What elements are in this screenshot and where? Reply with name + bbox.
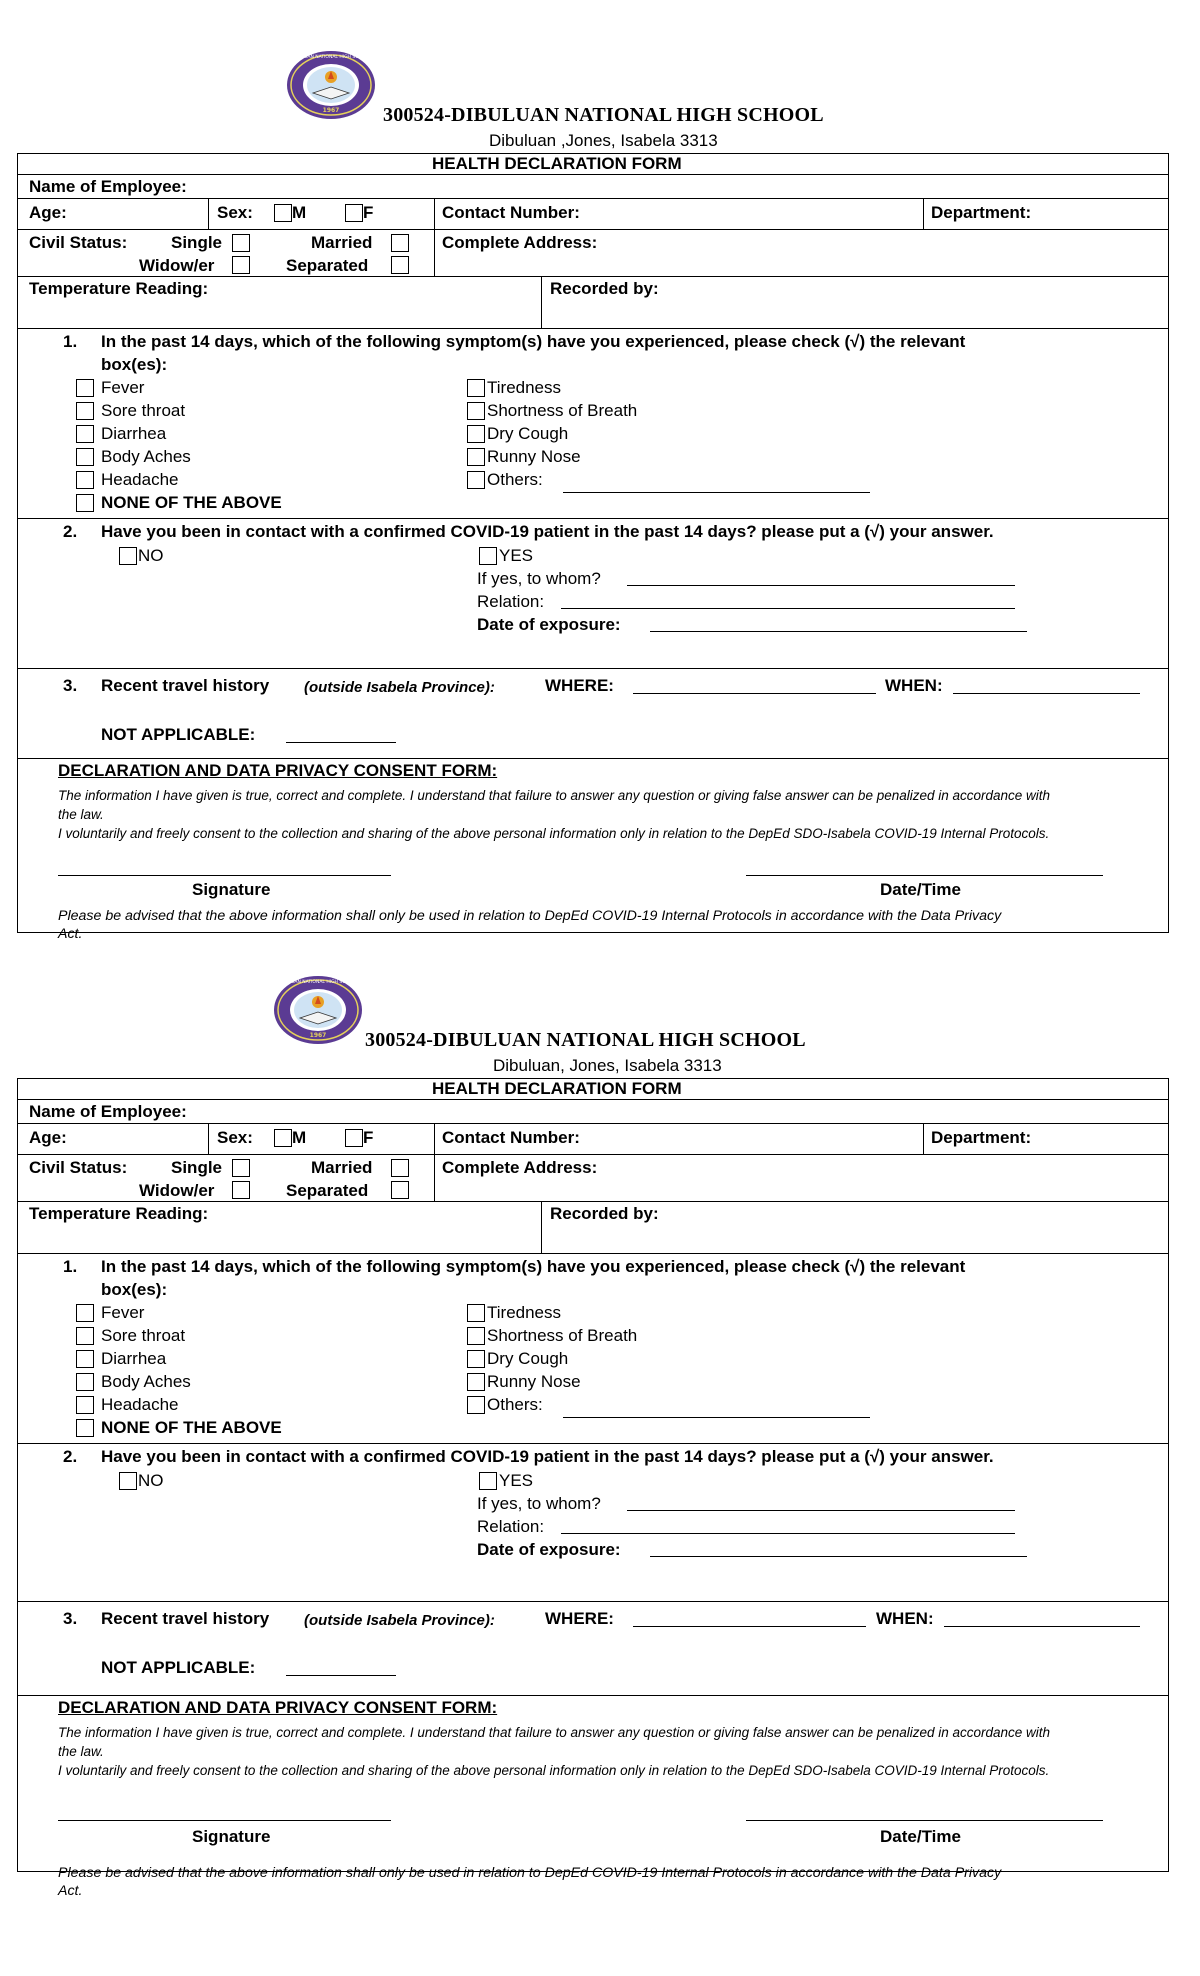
to-whom-blank-line[interactable]: [627, 1510, 1015, 1511]
temperature-label: Temperature Reading:: [29, 279, 209, 298]
symptom-option-label: Sore throat: [101, 401, 186, 420]
q2-number: 2.: [63, 1447, 78, 1466]
advisory-text-cont: Act.: [58, 926, 83, 942]
divider: [18, 668, 1168, 669]
separated-label: Separated: [286, 1181, 369, 1200]
sex-m-label: M: [292, 1128, 307, 1147]
symptom-checkbox[interactable]: [76, 425, 94, 443]
symptom-option-label: NONE OF THE ABOVE: [101, 1418, 282, 1437]
form-frame: [17, 1078, 1169, 1899]
declaration-title: DECLARATION AND DATA PRIVACY CONSENT FORM:: [58, 761, 498, 780]
signature-line[interactable]: [58, 1820, 391, 1821]
when-blank-line[interactable]: [953, 693, 1140, 694]
divider: [208, 198, 209, 229]
name-label: Name of Employee:: [29, 177, 187, 196]
school-name: 300524-DIBULUAN NATIONAL HIGH SCHOOL: [383, 104, 824, 126]
not-applicable-label: NOT APPLICABLE:: [101, 1658, 256, 1677]
symptom-option-label: NONE OF THE ABOVE: [101, 493, 282, 512]
widow-label: Widow/er: [139, 256, 215, 275]
symptom-option-label: Tiredness: [487, 378, 562, 397]
symptom-checkbox[interactable]: [76, 1304, 94, 1322]
date-exposure-blank-line[interactable]: [650, 1556, 1027, 1557]
symptom-checkbox[interactable]: [467, 379, 485, 397]
married-checkbox[interactable]: [391, 234, 409, 252]
divider: [208, 1123, 209, 1154]
others-blank-line[interactable]: [563, 492, 870, 493]
school-address: Dibuluan, Jones, Isabela 3313: [493, 1056, 722, 1075]
symptom-checkbox[interactable]: [76, 471, 94, 489]
symptom-option-label: Sore throat: [101, 1326, 186, 1345]
declaration-line-2: I voluntarily and freely consent to the collection and sharing of the above personal information only in relation to the DepEd SDO-Isabela COVID-19 Internal Protocols.: [58, 826, 1050, 841]
single-label: Single: [171, 233, 223, 252]
symptom-option-label: Shortness of Breath: [487, 401, 638, 420]
divider: [18, 1123, 1168, 1124]
svg-text:1967: 1967: [322, 107, 340, 114]
advisory-text: Please be advised that the above information shall only be used in relation to DepEd COVID-19 Internal Protocols in accordance with the Data Privacy: [58, 908, 1002, 924]
q3-where-label: WHERE:: [545, 676, 614, 695]
department-label: Department:: [931, 1128, 1032, 1147]
divider: [18, 1601, 1168, 1602]
school-name: 300524-DIBULUAN NATIONAL HIGH SCHOOL: [365, 1029, 806, 1051]
q2-to-whom-label: If yes, to whom?: [477, 569, 601, 588]
q2-no-checkbox[interactable]: [119, 547, 137, 565]
signature-label: Signature: [192, 880, 271, 899]
temperature-label: Temperature Reading:: [29, 1204, 209, 1223]
separated-checkbox[interactable]: [391, 1181, 409, 1199]
declaration-line-1b: the law.: [58, 807, 104, 822]
q2-number: 2.: [63, 522, 78, 541]
q2-yes-label: YES: [499, 546, 534, 565]
symptom-checkbox[interactable]: [467, 1327, 485, 1345]
to-whom-blank-line[interactable]: [627, 585, 1015, 586]
recorded-by-label: Recorded by:: [550, 1204, 659, 1223]
symptom-checkbox[interactable]: [76, 1350, 94, 1368]
separated-label: Separated: [286, 256, 369, 275]
symptom-checkbox[interactable]: [76, 494, 94, 512]
datetime-line[interactable]: [746, 1820, 1103, 1821]
symptom-checkbox[interactable]: [467, 1373, 485, 1391]
symptom-checkbox[interactable]: [76, 1327, 94, 1345]
q3-number: 3.: [63, 1609, 78, 1628]
q3-where-label: WHERE:: [545, 1609, 614, 1628]
symptom-option-label: Headache: [101, 470, 179, 489]
symptom-option-label: Shortness of Breath: [487, 1326, 638, 1345]
declaration-line-1b: the law.: [58, 1744, 104, 1759]
single-checkbox[interactable]: [232, 1159, 250, 1177]
q2-text: Have you been in contact with a confirmed COVID-19 patient in the past 14 days? please put a (√) your answer.: [101, 1447, 994, 1466]
divider: [18, 1154, 1168, 1155]
q2-yes-checkbox[interactable]: [479, 547, 497, 565]
married-label: Married: [311, 1158, 373, 1177]
where-blank-line[interactable]: [633, 693, 876, 694]
divider: [923, 198, 924, 229]
q2-to-whom-label: If yes, to whom?: [477, 1494, 601, 1513]
symptom-option-label: Body Aches: [101, 1372, 191, 1391]
not-applicable-label: NOT APPLICABLE:: [101, 725, 256, 744]
widow-label: Widow/er: [139, 1181, 215, 1200]
symptom-checkbox[interactable]: [76, 379, 94, 397]
address-label: Complete Address:: [442, 233, 598, 252]
sex-f-label: F: [363, 1128, 374, 1147]
relation-blank-line[interactable]: [561, 1533, 1015, 1534]
sex-f-label: F: [363, 203, 374, 222]
q1-text-cont: box(es):: [101, 355, 168, 374]
single-checkbox[interactable]: [232, 234, 250, 252]
symptom-option-label: Others:: [487, 1395, 543, 1414]
widow-checkbox[interactable]: [232, 1181, 250, 1199]
symptom-option-label: Runny Nose: [487, 447, 581, 466]
signature-line[interactable]: [58, 875, 391, 876]
relation-blank-line[interactable]: [561, 608, 1015, 609]
widow-checkbox[interactable]: [232, 256, 250, 274]
civil-status-label: Civil Status:: [29, 1158, 128, 1177]
when-blank-line[interactable]: [944, 1626, 1140, 1627]
age-label: Age:: [29, 203, 67, 222]
symptom-option-label: Fever: [101, 378, 145, 397]
q2-date-exposure-label: Date of exposure:: [477, 615, 621, 634]
sex-label: Sex:: [217, 203, 253, 222]
form-frame: [17, 153, 1169, 942]
q3-text: Recent travel history: [101, 1609, 270, 1628]
divider: [18, 518, 1168, 519]
symptom-option-label: Fever: [101, 1303, 145, 1322]
not-applicable-blank-line[interactable]: [286, 1675, 396, 1676]
health-declaration-form-1: [0, 0, 1200, 940]
not-applicable-blank-line[interactable]: [286, 742, 396, 743]
form-title: HEALTH DECLARATION FORM: [432, 1079, 682, 1098]
school-logo: [272, 974, 365, 1046]
age-label: Age:: [29, 1128, 67, 1147]
q1-text: In the past 14 days, which of the following symptom(s) have you experienced, please check (√) the relevant: [101, 332, 966, 351]
symptom-checkbox[interactable]: [76, 1373, 94, 1391]
datetime-label: Date/Time: [880, 1827, 961, 1846]
where-blank-line[interactable]: [633, 1626, 866, 1627]
recorded-by-label: Recorded by:: [550, 279, 659, 298]
sex-f-checkbox[interactable]: [345, 1129, 363, 1147]
divider: [18, 1201, 1168, 1202]
q2-no-checkbox[interactable]: [119, 1472, 137, 1490]
q3-when-label: WHEN:: [885, 676, 943, 695]
q2-yes-label: YES: [499, 1471, 534, 1490]
symptom-option-label: Others:: [487, 470, 543, 489]
married-checkbox[interactable]: [391, 1159, 409, 1177]
signature-label: Signature: [192, 1827, 271, 1846]
school-address: Dibuluan ,Jones, Isabela 3313: [489, 131, 718, 150]
contact-label: Contact Number:: [442, 1128, 580, 1147]
advisory-text-cont: Act.: [58, 1883, 83, 1899]
q3-text: Recent travel history: [101, 676, 270, 695]
q3-note: (outside Isabela Province):: [304, 1612, 495, 1629]
q2-relation-label: Relation:: [477, 592, 545, 611]
contact-label: Contact Number:: [442, 203, 580, 222]
divider: [18, 1695, 1168, 1696]
form-title: HEALTH DECLARATION FORM: [432, 154, 682, 173]
sex-m-checkbox[interactable]: [274, 204, 292, 222]
advisory-text: Please be advised that the above information shall only be used in relation to DepEd COVID-19 Internal Protocols in accordance with the Data Privacy: [58, 1865, 1002, 1881]
separated-checkbox[interactable]: [391, 256, 409, 274]
address-label: Complete Address:: [442, 1158, 598, 1177]
school-logo: [285, 49, 378, 121]
symptom-option-label: Tiredness: [487, 1303, 562, 1322]
symptom-option-label: Dry Cough: [487, 1349, 569, 1368]
q2-relation-label: Relation:: [477, 1517, 545, 1536]
symptom-checkbox[interactable]: [467, 425, 485, 443]
sex-label: Sex:: [217, 1128, 253, 1147]
q2-date-exposure-label: Date of exposure:: [477, 1540, 621, 1559]
divider: [541, 276, 542, 328]
divider: [18, 758, 1168, 759]
divider: [18, 1253, 1168, 1254]
divider: [434, 198, 435, 276]
symptom-option-label: Body Aches: [101, 447, 191, 466]
sex-m-label: M: [292, 203, 307, 222]
sex-m-checkbox[interactable]: [274, 1129, 292, 1147]
symptom-checkbox[interactable]: [76, 1396, 94, 1414]
symptom-checkbox[interactable]: [467, 1396, 485, 1414]
divider: [923, 1123, 924, 1154]
symptom-option-label: Runny Nose: [487, 1372, 581, 1391]
divider: [18, 198, 1168, 199]
q3-number: 3.: [63, 676, 78, 695]
symptom-checkbox[interactable]: [76, 1419, 94, 1437]
divider: [18, 276, 1168, 277]
others-blank-line[interactable]: [563, 1417, 870, 1418]
symptom-checkbox[interactable]: [467, 471, 485, 489]
datetime-line[interactable]: [746, 875, 1103, 876]
q2-no-label: NO: [138, 546, 164, 565]
svg-text:DIBULUAN NATIONAL HIGH SCHOOL: DIBULUAN NATIONAL HIGH SCHOOL: [290, 55, 372, 60]
q2-no-label: NO: [138, 1471, 164, 1490]
divider: [18, 1099, 1168, 1100]
declaration-line-1: The information I have given is true, correct and complete. I understand that failure to answer any question or giving false answer can be penalized in accordance with: [58, 788, 1051, 803]
single-label: Single: [171, 1158, 223, 1177]
divider: [434, 1123, 435, 1201]
symptom-checkbox[interactable]: [76, 402, 94, 420]
married-label: Married: [311, 233, 373, 252]
health-declaration-form-2: [0, 937, 1200, 1899]
q1-number: 1.: [63, 332, 78, 351]
q1-text: In the past 14 days, which of the following symptom(s) have you experienced, please check (√) the relevant: [101, 1257, 966, 1276]
symptom-checkbox[interactable]: [467, 1304, 485, 1322]
date-exposure-blank-line[interactable]: [650, 631, 1027, 632]
symptom-option-label: Diarrhea: [101, 424, 167, 443]
symptom-option-label: Headache: [101, 1395, 179, 1414]
q2-yes-checkbox[interactable]: [479, 1472, 497, 1490]
divider: [541, 1201, 542, 1253]
symptom-checkbox[interactable]: [467, 402, 485, 420]
declaration-line-2: I voluntarily and freely consent to the collection and sharing of the above personal information only in relation to the DepEd SDO-Isabela COVID-19 Internal Protocols.: [58, 1763, 1050, 1778]
divider: [18, 1443, 1168, 1444]
sex-f-checkbox[interactable]: [345, 204, 363, 222]
symptom-checkbox[interactable]: [467, 1350, 485, 1368]
name-label: Name of Employee:: [29, 1102, 187, 1121]
declaration-line-1: The information I have given is true, correct and complete. I understand that failure to answer any question or giving false answer can be penalized in accordance with: [58, 1725, 1051, 1740]
q3-when-label: WHEN:: [876, 1609, 934, 1628]
svg-text:1967: 1967: [309, 1032, 327, 1039]
department-label: Department:: [931, 203, 1032, 222]
datetime-label: Date/Time: [880, 880, 961, 899]
divider: [18, 229, 1168, 230]
q1-text-cont: box(es):: [101, 1280, 168, 1299]
civil-status-label: Civil Status:: [29, 233, 128, 252]
svg-text:DIBULUAN NATIONAL HIGH SCHOOL: DIBULUAN NATIONAL HIGH SCHOOL: [277, 980, 359, 985]
symptom-checkbox[interactable]: [467, 448, 485, 466]
symptom-option-label: Dry Cough: [487, 424, 569, 443]
divider: [18, 174, 1168, 175]
symptom-checkbox[interactable]: [76, 448, 94, 466]
symptom-option-label: Diarrhea: [101, 1349, 167, 1368]
q2-text: Have you been in contact with a confirmed COVID-19 patient in the past 14 days? please put a (√) your answer.: [101, 522, 994, 541]
q3-note: (outside Isabela Province):: [304, 679, 495, 696]
q1-number: 1.: [63, 1257, 78, 1276]
divider: [18, 328, 1168, 329]
declaration-title: DECLARATION AND DATA PRIVACY CONSENT FORM:: [58, 1698, 498, 1717]
